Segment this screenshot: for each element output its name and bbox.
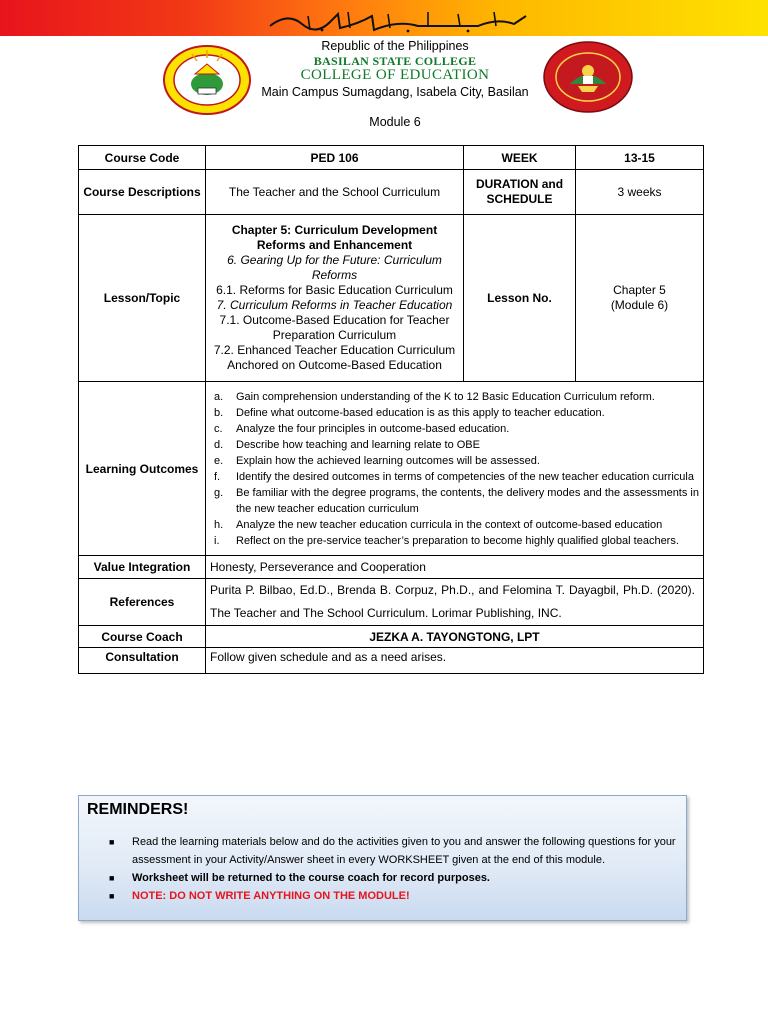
value-integration-value: Honesty, Perseverance and Cooperation [206,556,704,579]
outcome-marker: g. [214,486,224,499]
outcome-marker: c. [214,422,223,435]
course-code-row [79,146,704,170]
outcome-text: Reflect on the pre-service teacher’s preparation to become highly qualified global teachers. [236,534,679,547]
outcome-item [206,533,699,549]
campus-address: Main Campus Sumagdang, Isabela City, Basilan [261,85,529,99]
module-title: Module 6 [369,115,421,129]
course-coach-row [79,626,704,648]
week-value: 13-15 [576,146,704,170]
outcome-marker: h. [214,518,224,531]
lesson-no-value [576,215,704,382]
reminder-item [109,833,681,869]
outcome-text: Analyze the new teacher education curricula in the context of outcome-based education [236,518,663,531]
lesson-chapter-title: Chapter 5: Curriculum Development Reforms and Enhancement [231,223,438,252]
lesson-no-module: (Module 6) [610,298,669,312]
lesson-item: 7. Curriculum Reforms in Teacher Education [216,298,453,312]
college-name: COLLEGE OF EDUCATION [300,67,490,83]
references-row [79,579,704,626]
outcome-item [206,421,699,437]
outcome-item [206,405,699,421]
lesson-topic-list [206,215,464,382]
learning-outcomes-cell [206,382,704,556]
outcome-item [206,453,699,469]
reminder-item [109,887,681,905]
bismillah-calligraphy-icon [268,6,530,34]
lesson-no-chapter: Chapter 5 [613,283,666,297]
duration-value: 3 weeks [576,170,704,215]
college-of-education-logo [542,40,634,114]
references-value: Purita P. Bilbao, Ed.D., Brenda B. Corpuz, Ph.D., and Felomina T. Dayagbil, Ph.D. (2020). The Teacher and The School Curriculum. Lorimar Publishing, INC. [206,579,704,626]
duration-label: DURATION and SCHEDULE [464,170,576,215]
outcome-text: Define what outcome-based education is as this apply to teacher education. [236,406,605,419]
learning-outcomes-label: Learning Outcomes [79,382,206,556]
course-coach-label: Course Coach [79,626,206,648]
square-bullet-icon: ■ [109,837,115,847]
reminder-text: Read the learning materials below and do the activities given to you and answer the following questions for your assessment in your Activity/Answer sheet in every WORKSHEET given at the end of this module. [132,836,676,866]
outcome-text: Explain how the achieved learning outcomes will be assessed. [236,454,540,467]
course-info-table [78,145,704,674]
outcome-text: Identify the desired outcomes in terms of competencies of the new teacher education curricula [236,470,694,483]
lesson-topic-label: Lesson/Topic [79,215,206,382]
outcome-text: Analyze the four principles in outcome-based education. [236,422,510,435]
reminder-item [109,869,681,887]
outcome-marker: d. [214,438,224,451]
reminders-box [78,795,687,921]
outcome-marker: f. [214,470,221,483]
lesson-item: 6. Gearing Up for the Future: Curriculum Reforms [227,253,442,282]
school-name: BASILAN STATE COLLEGE [313,54,477,68]
outcome-marker: i. [214,534,220,547]
reminders-title: REMINDERS! [87,801,189,818]
course-description-value: The Teacher and the School Curriculum [206,170,464,215]
basilan-state-college-logo [162,44,252,116]
outcome-marker: b. [214,406,224,419]
learning-outcomes-list [206,389,703,549]
lesson-topic-row [79,215,704,382]
reminders-list [109,833,681,905]
outcome-text: Be familiar with the degree programs, the contents, the delivery modes and the assessments in the new teacher education curriculum [236,486,699,515]
learning-outcomes-row [79,382,704,556]
outcome-marker: a. [214,390,224,403]
outcome-item [206,469,699,485]
consultation-row [79,648,704,674]
course-code-value: PED 106 [206,146,464,170]
consultation-value: Follow given schedule and as a need arises. [206,648,704,674]
lesson-no-label: Lesson No. [464,215,576,382]
reminder-text: Worksheet will be returned to the course coach for record purposes. [132,872,490,884]
value-integration-row [79,556,704,579]
lesson-item: 7.1. Outcome-Based Education for Teacher Preparation Curriculum [219,313,450,342]
outcome-item [206,485,699,517]
outcome-marker: e. [214,454,224,467]
consultation-label: Consultation [79,648,206,674]
lesson-item: 7.2. Enhanced Teacher Education Curriculum Anchored on Outcome-Based Education [213,343,456,372]
outcome-text: Gain comprehension understanding of the K to 12 Basic Education Curriculum reform. [236,390,655,403]
square-bullet-icon: ■ [109,873,115,883]
references-label: References [79,579,206,626]
outcome-text: Describe how teaching and learning relate to OBE [236,438,480,451]
lesson-item: 6.1. Reforms for Basic Education Curriculum [216,283,453,297]
square-bullet-icon: ■ [109,891,115,901]
country-name: Republic of the Philippines [321,39,469,53]
outcome-item [206,389,699,405]
outcome-item [206,517,699,533]
outcome-item [206,437,699,453]
reminder-note: NOTE: DO NOT WRITE ANYTHING ON THE MODULE! [132,890,410,902]
course-description-label: Course Descriptions [79,170,206,215]
course-description-row [79,170,704,215]
value-integration-label: Value Integration [79,556,206,579]
week-label: WEEK [464,146,576,170]
course-coach-value: JEZKA A. TAYONGTONG, LPT [206,626,704,648]
course-code-label: Course Code [79,146,206,170]
